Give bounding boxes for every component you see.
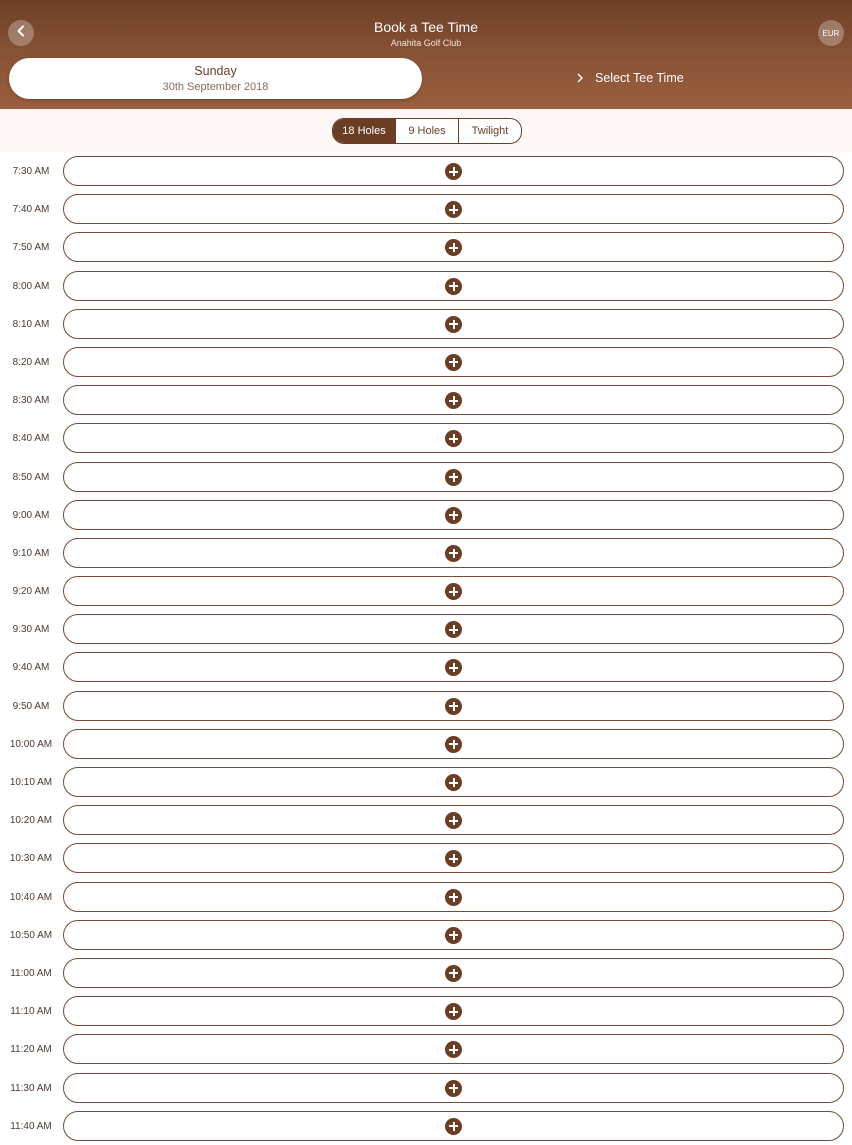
tee-time-label: 8:40 AM xyxy=(12,433,50,445)
plus-icon xyxy=(445,583,462,600)
tee-time-row xyxy=(0,228,852,266)
club-name: Anahita Golf Club xyxy=(390,38,462,48)
book-slot-button[interactable] xyxy=(63,843,844,873)
holes-filter-bar xyxy=(0,109,852,152)
book-slot-button[interactable] xyxy=(63,232,844,262)
date-day: Sunday xyxy=(194,64,237,78)
book-slot-button[interactable] xyxy=(63,958,844,988)
plus-icon xyxy=(445,1080,462,1097)
tee-time-row xyxy=(0,496,852,534)
tee-time-label: 7:40 AM xyxy=(12,204,50,216)
book-slot-button[interactable] xyxy=(63,576,844,606)
tee-time-row xyxy=(0,801,852,839)
tee-time-row xyxy=(0,1107,852,1145)
book-slot-button[interactable] xyxy=(63,1111,844,1141)
plus-icon xyxy=(445,621,462,638)
tee-time-row xyxy=(0,534,852,572)
plus-icon xyxy=(445,430,462,447)
tee-time-label: 10:50 AM xyxy=(9,929,53,941)
tee-time-label: 10:30 AM xyxy=(9,853,53,865)
tee-time-row xyxy=(0,458,852,496)
book-slot-button[interactable] xyxy=(63,614,844,644)
tee-time-row xyxy=(0,1069,852,1107)
book-slot-button[interactable] xyxy=(63,1034,844,1064)
tee-time-label: 8:00 AM xyxy=(12,280,50,292)
plus-icon xyxy=(445,736,462,753)
book-slot-button[interactable] xyxy=(63,538,844,568)
segment-18-holes[interactable]: 18 Holes xyxy=(333,119,395,143)
tee-time-label: 9:40 AM xyxy=(12,662,50,674)
chevron-right-icon xyxy=(576,73,585,83)
plus-icon xyxy=(445,354,462,371)
book-slot-button[interactable] xyxy=(63,882,844,912)
app-header xyxy=(0,0,852,109)
book-slot-button[interactable] xyxy=(63,347,844,377)
plus-icon xyxy=(445,850,462,867)
plus-icon xyxy=(445,239,462,256)
date-selector[interactable] xyxy=(9,58,422,99)
tee-time-row xyxy=(0,763,852,801)
book-slot-button[interactable] xyxy=(63,805,844,835)
tee-time-label: 9:30 AM xyxy=(12,624,50,636)
step-select-tee-time[interactable] xyxy=(576,71,684,85)
tee-time-row xyxy=(0,725,852,763)
tee-time-row xyxy=(0,916,852,954)
tee-time-row xyxy=(0,992,852,1030)
segment-9-holes[interactable]: 9 Holes xyxy=(395,119,458,143)
holes-segmented-control xyxy=(332,118,522,144)
book-slot-button[interactable] xyxy=(63,729,844,759)
tee-time-label: 9:20 AM xyxy=(12,586,50,598)
book-slot-button[interactable] xyxy=(63,996,844,1026)
tee-time-label: 10:40 AM xyxy=(9,891,53,903)
plus-icon xyxy=(445,392,462,409)
segment-twilight[interactable]: Twilight xyxy=(458,119,521,143)
book-slot-button[interactable] xyxy=(63,767,844,797)
tee-time-label: 11:00 AM xyxy=(10,967,52,979)
tee-time-label: 7:50 AM xyxy=(12,242,50,254)
plus-icon xyxy=(445,659,462,676)
currency-button[interactable]: EUR xyxy=(818,20,844,46)
book-slot-button[interactable] xyxy=(63,500,844,530)
book-slot-button[interactable] xyxy=(63,271,844,301)
tee-time-label: 8:20 AM xyxy=(12,356,50,368)
tee-time-label: 11:10 AM xyxy=(10,1006,52,1018)
tee-time-label: 7:30 AM xyxy=(12,166,50,177)
tee-time-row xyxy=(0,687,852,725)
tee-time-label: 11:20 AM xyxy=(10,1044,52,1056)
tee-time-row xyxy=(0,343,852,381)
book-slot-button[interactable] xyxy=(63,1073,844,1103)
plus-icon xyxy=(445,278,462,295)
book-slot-button[interactable] xyxy=(63,385,844,415)
tee-time-row xyxy=(0,381,852,419)
tee-time-label: 8:30 AM xyxy=(12,395,50,407)
tee-time-row xyxy=(0,648,852,686)
plus-icon xyxy=(445,507,462,524)
plus-icon xyxy=(445,1041,462,1058)
plus-icon xyxy=(445,698,462,715)
tee-time-label: 8:50 AM xyxy=(12,471,50,483)
tee-time-row xyxy=(0,878,852,916)
date-full: 30th September 2018 xyxy=(162,81,269,93)
tee-time-label: 10:20 AM xyxy=(9,815,53,827)
tee-time-row xyxy=(0,610,852,648)
tee-time-row xyxy=(0,1030,852,1068)
tee-time-row xyxy=(0,419,852,457)
book-slot-button[interactable] xyxy=(63,652,844,682)
book-slot-button[interactable] xyxy=(63,423,844,453)
tee-time-row xyxy=(0,954,852,992)
tee-time-list xyxy=(0,152,852,1145)
tee-time-row xyxy=(0,839,852,877)
tee-time-label: 10:00 AM xyxy=(9,738,53,750)
tee-time-row xyxy=(0,572,852,610)
tee-time-label: 8:10 AM xyxy=(12,318,50,330)
book-slot-button[interactable] xyxy=(63,691,844,721)
plus-icon xyxy=(445,163,462,180)
tee-time-label: 11:30 AM xyxy=(10,1082,52,1094)
plus-icon xyxy=(445,545,462,562)
plus-icon xyxy=(445,927,462,944)
tee-time-row xyxy=(0,152,852,190)
book-slot-button[interactable] xyxy=(63,309,844,339)
plus-icon xyxy=(445,1118,462,1135)
tee-time-row xyxy=(0,305,852,343)
book-slot-button[interactable] xyxy=(63,920,844,950)
plus-icon xyxy=(445,774,462,791)
plus-icon xyxy=(445,965,462,982)
plus-icon xyxy=(445,469,462,486)
tee-time-label: 11:40 AM xyxy=(10,1120,52,1132)
step-label: Select Tee Time xyxy=(595,71,684,85)
tee-time-label: 9:50 AM xyxy=(12,700,50,712)
tee-time-label: 9:00 AM xyxy=(12,509,50,521)
tee-time-row xyxy=(0,267,852,305)
tee-time-label: 9:10 AM xyxy=(12,547,50,559)
plus-icon xyxy=(445,201,462,218)
plus-icon xyxy=(445,812,462,829)
plus-icon xyxy=(445,1003,462,1020)
plus-icon xyxy=(445,889,462,906)
book-slot-button[interactable] xyxy=(63,194,844,224)
book-slot-button[interactable] xyxy=(63,156,844,186)
book-slot-button[interactable] xyxy=(63,462,844,492)
plus-icon xyxy=(445,316,462,333)
page-title: Book a Tee Time xyxy=(373,19,479,35)
tee-time-label: 10:10 AM xyxy=(9,777,53,788)
tee-time-row xyxy=(0,190,852,228)
